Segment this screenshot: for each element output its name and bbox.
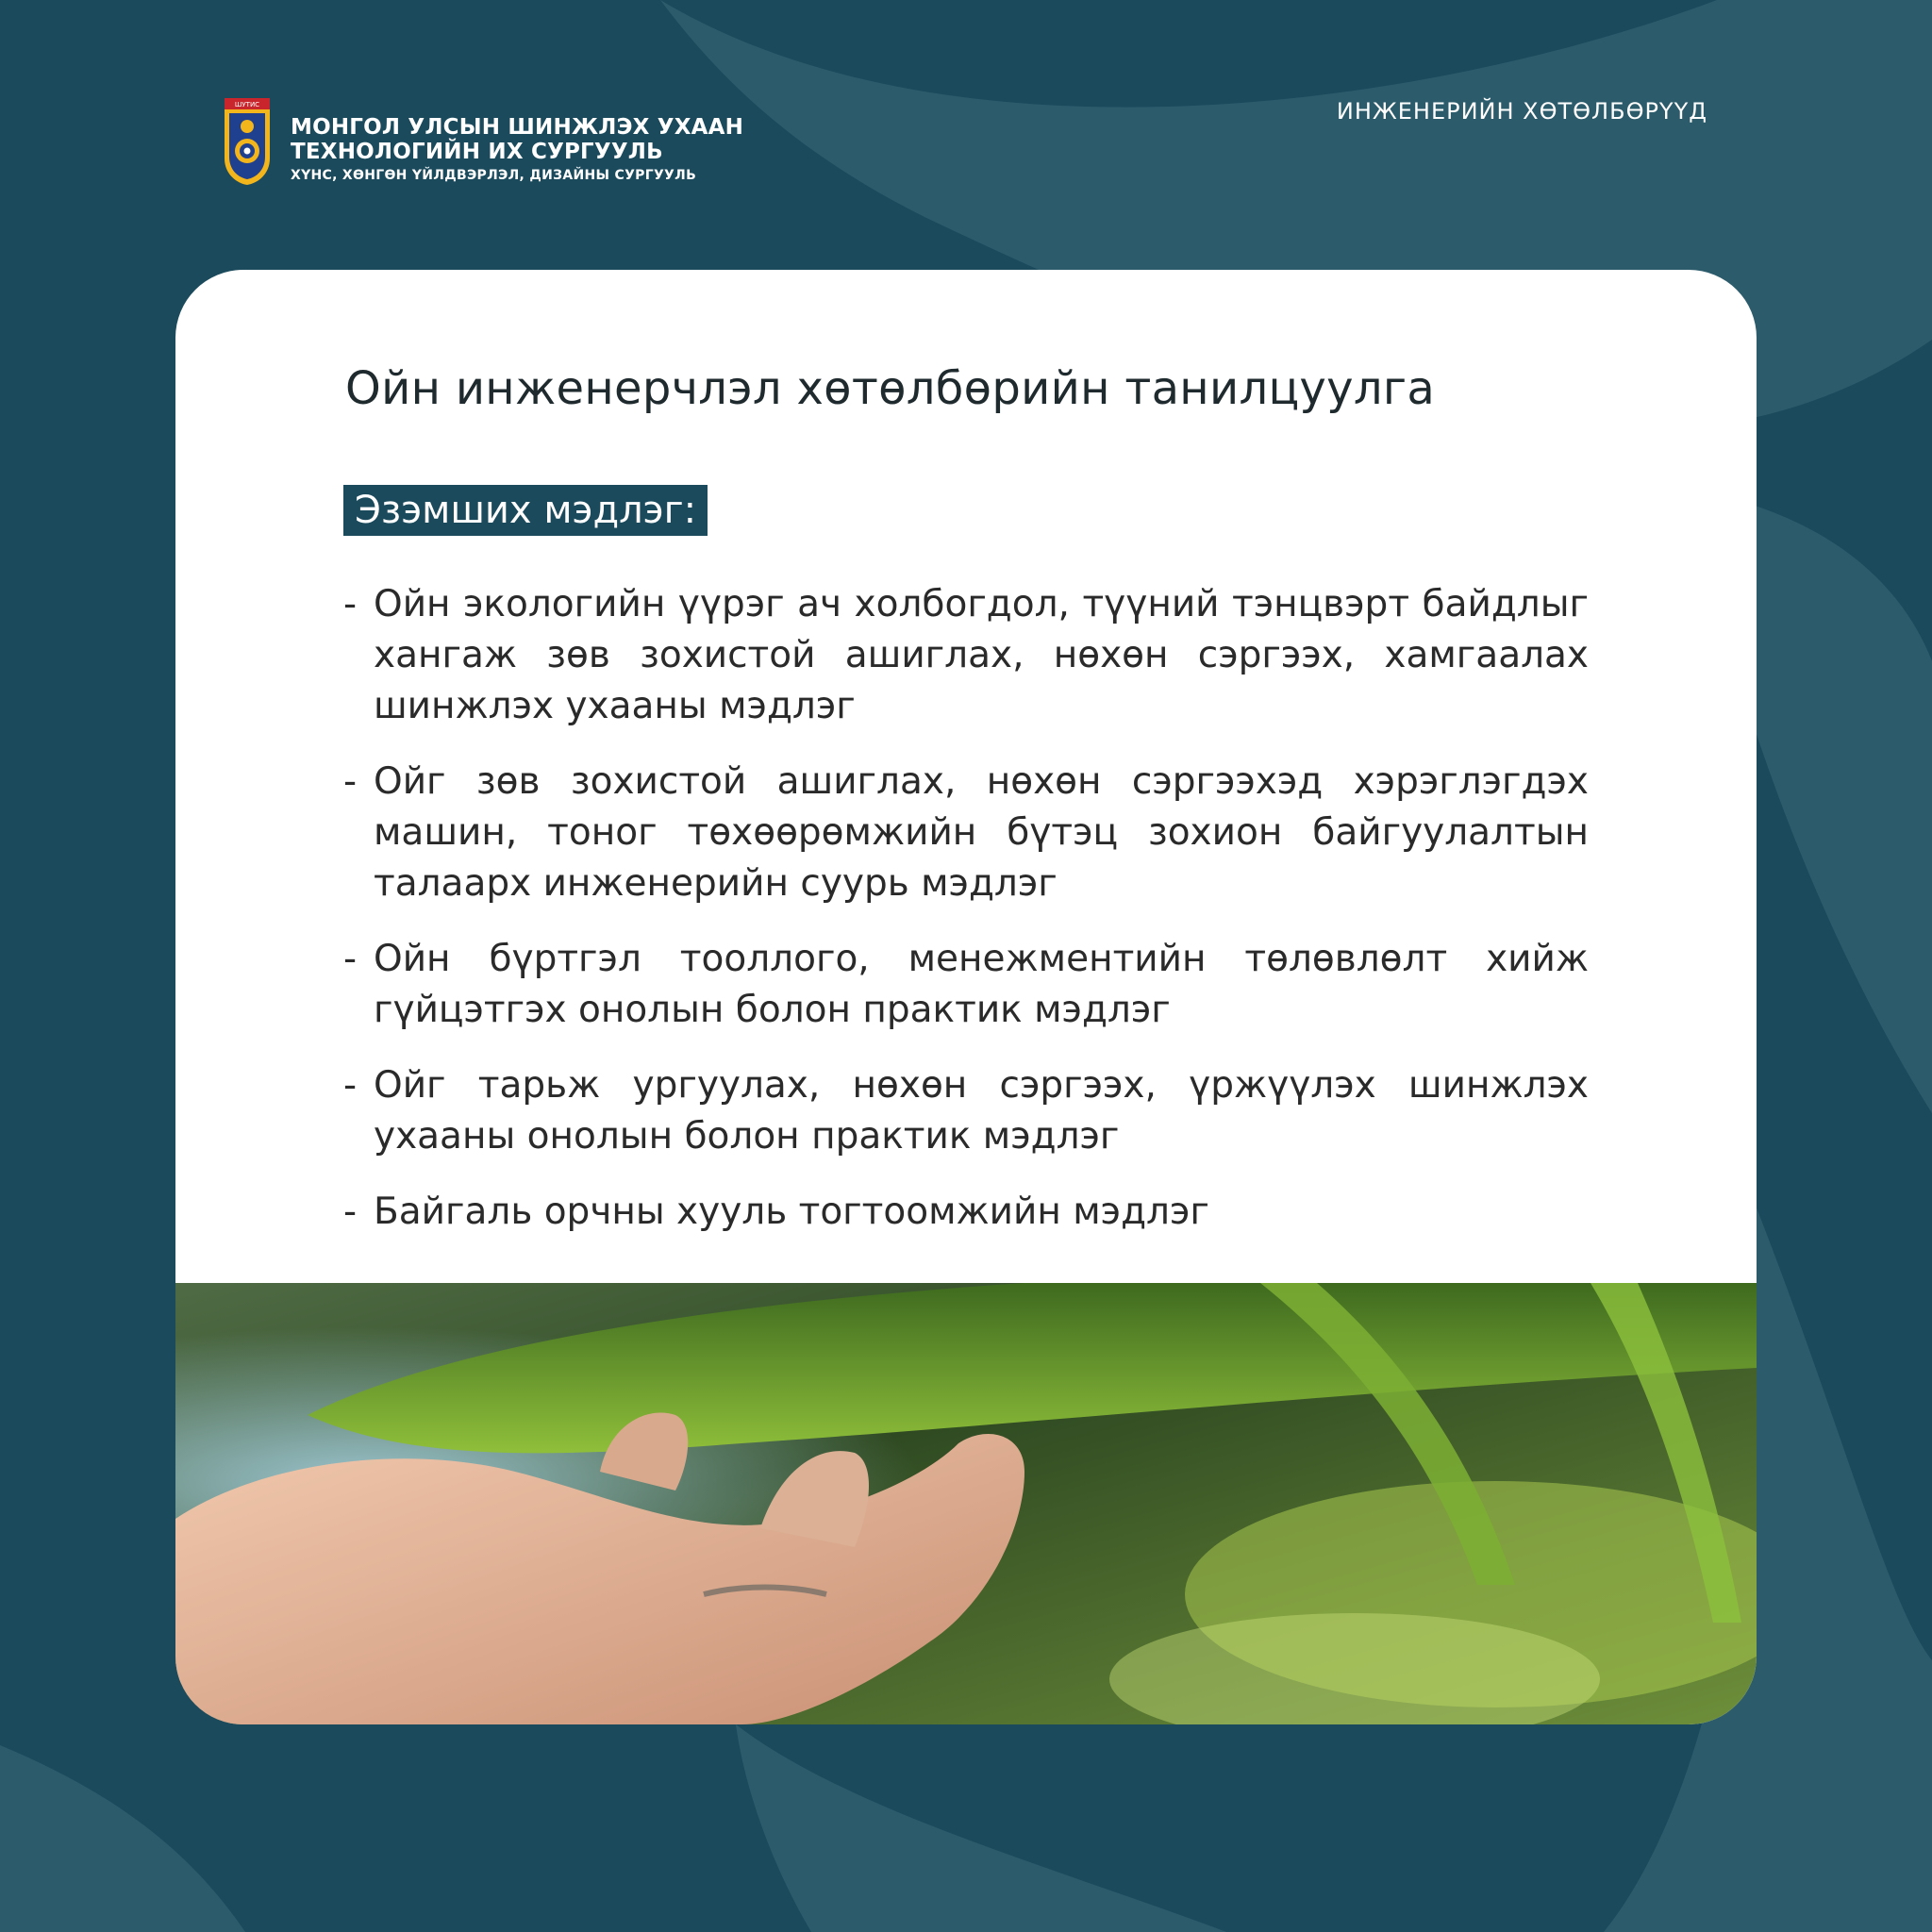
list-item bbox=[343, 579, 1589, 732]
bullet-dash: - bbox=[343, 760, 358, 803]
knowledge-list bbox=[343, 579, 1589, 1262]
list-item-text: Ойн бүртгэл тооллого, менежментийн төлөвлөлт хийж гүйцэтгэх онолын болон практик мэдлэг bbox=[374, 938, 1589, 1031]
list-item bbox=[343, 757, 1589, 909]
list-item bbox=[343, 1060, 1589, 1162]
program-category-label: ИНЖЕНЕРИЙН ХӨТӨЛБӨРҮҮД bbox=[1336, 98, 1707, 125]
university-name-line2: ТЕХНОЛОГИЙН ИХ СУРГУУЛЬ bbox=[291, 140, 663, 164]
list-item-text: Ойг тарьж ургуулах, нөхөн сэргээх, үржүүлэх шинжлэх ухааны онолын болон практик мэдлэг bbox=[374, 1064, 1589, 1158]
forest-photo bbox=[175, 1283, 1757, 1724]
list-item-text: Байгаль орчны хууль тогтоомжийн мэдлэг bbox=[374, 1191, 1209, 1233]
university-logo bbox=[223, 98, 743, 187]
school-name: ХҮНС, ХӨНГӨН ҮЙЛДВЭРЛЭЛ, ДИЗАЙНЫ СУРГУУЛЬ bbox=[291, 168, 697, 183]
university-name-line1: МОНГОЛ УЛСЫН ШИНЖЛЭХ УХААН bbox=[291, 115, 744, 140]
section-label: Эзэмших мэдлэг: bbox=[343, 485, 708, 536]
list-item-text: Ойн экологийн үүрэг ач холбогдол, түүний тэнцвэрт байдлыг хангаж зөв зохистой ашиглах, нөхөн сэргээх, хамгаалах шинжлэх ухааны мэдлэг bbox=[374, 583, 1589, 727]
content-card bbox=[175, 270, 1757, 1724]
list-item-text: Ойг зөв зохистой ашиглах, нөхөн сэргээхэд хэрэглэгдэх машин, тоног төхөөрөмжийн бүтэц зохион байгуулалтын талаарх инженерийн суурь мэдлэг bbox=[374, 760, 1589, 905]
page-title: Ойн инженерчлэл хөтөлбөрийн танилцуулга bbox=[345, 362, 1436, 415]
list-item bbox=[343, 934, 1589, 1036]
list-item bbox=[343, 1187, 1589, 1238]
bullet-dash: - bbox=[343, 1064, 358, 1107]
bullet-dash: - bbox=[343, 583, 358, 625]
svg-text:ШУТИС: ШУТИС bbox=[234, 101, 260, 108]
bullet-dash: - bbox=[343, 938, 358, 980]
bullet-dash: - bbox=[343, 1191, 358, 1233]
university-emblem-icon bbox=[223, 98, 272, 185]
